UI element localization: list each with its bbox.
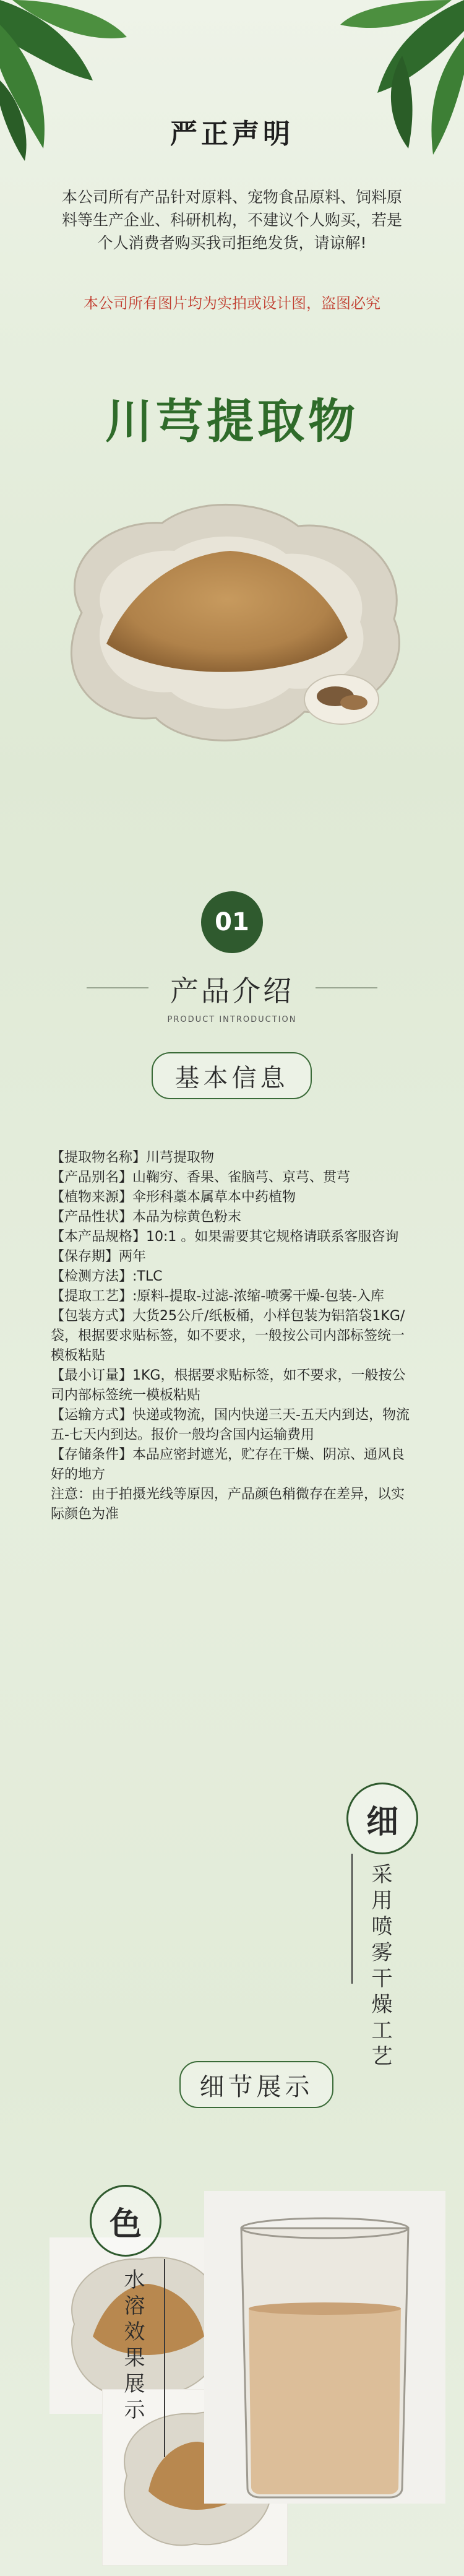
info-line: 注意：由于拍摄光线等原因，产品颜色稍微存在差异，以实际颜色为准 — [51, 1487, 405, 1522]
info-line: 【最小订量】1KG，根据要求贴标签，如不要求，一般按公司内部标签统一模板粘贴 — [51, 1368, 406, 1403]
intro-title: 产品介绍 — [170, 974, 294, 1008]
section-number-badge: 01 — [201, 891, 263, 953]
product-info-list — [51, 1148, 416, 1524]
detail-vertical-text-2: 水溶效果展示 — [120, 2268, 145, 2424]
info-line: 【产品别名】山鞠穷、香果、雀脑芎、京芎、贯芎 — [51, 1170, 351, 1185]
detail-vertical-text-1: 采用喷雾干燥工艺 — [367, 1863, 392, 2071]
info-line: 【植物来源】伞形科藁本属草本中药植物 — [51, 1190, 296, 1205]
declaration-warning: 本公司所有图片均为实拍或设计图，盗图必究 — [84, 295, 380, 312]
product-title: 川芎提取物 — [105, 394, 359, 449]
basic-info-pill: 基本信息 — [152, 1052, 312, 1099]
info-line: 【提取物名称】川芎提取物 — [51, 1150, 215, 1165]
detail-pill: 细节展示 — [179, 2061, 333, 2108]
info-line: 【提取工艺】:原料-提取-过滤-浓缩-喷雾干燥-包装-入库 — [51, 1289, 385, 1304]
solution-beaker-image — [204, 2191, 445, 2504]
vertical-divider-2 — [164, 2259, 165, 2457]
detail-char-badge-2: 色 — [90, 2185, 161, 2257]
vertical-divider-1 — [351, 1854, 353, 1984]
product-powder-image — [45, 495, 416, 755]
detail-char-badge-1: 细 — [346, 1783, 418, 1854]
declaration-title: 严正声明 — [170, 118, 294, 150]
info-line: 【产品性状】本品为棕黄色粉末 — [51, 1209, 242, 1225]
info-line: 【本产品规格】10:1 。如果需要其它规格请联系客服咨询 — [51, 1229, 399, 1245]
info-line: 【运输方式】快递或物流，国内快递三天-五天内到达，物流五-七天内到达。报价一般均含国内运输费用 — [51, 1407, 410, 1443]
info-line: 【包装方式】大货25公斤/纸板桶，小样包装为铝箔袋1KG/袋，根据要求贴标签，如不要求，一般按公司内部标签统一模板粘贴 — [51, 1308, 405, 1364]
intro-subtitle: PRODUCT INTRODUCTION — [167, 1015, 297, 1024]
declaration-body: 本公司所有产品针对原料、宠物食品原料、饲料原料等生产企业、科研机构，不建议个人购买，若是个人消费者购买我司拒绝发货，请谅解! — [62, 188, 403, 252]
info-line: 【检测方法】:TLC — [51, 1269, 163, 1284]
info-line: 【存储条件】本品应密封遮光，贮存在干燥、阴凉、通风良好的地方 — [51, 1447, 405, 1482]
info-line: 【保存期】两年 — [51, 1249, 147, 1264]
